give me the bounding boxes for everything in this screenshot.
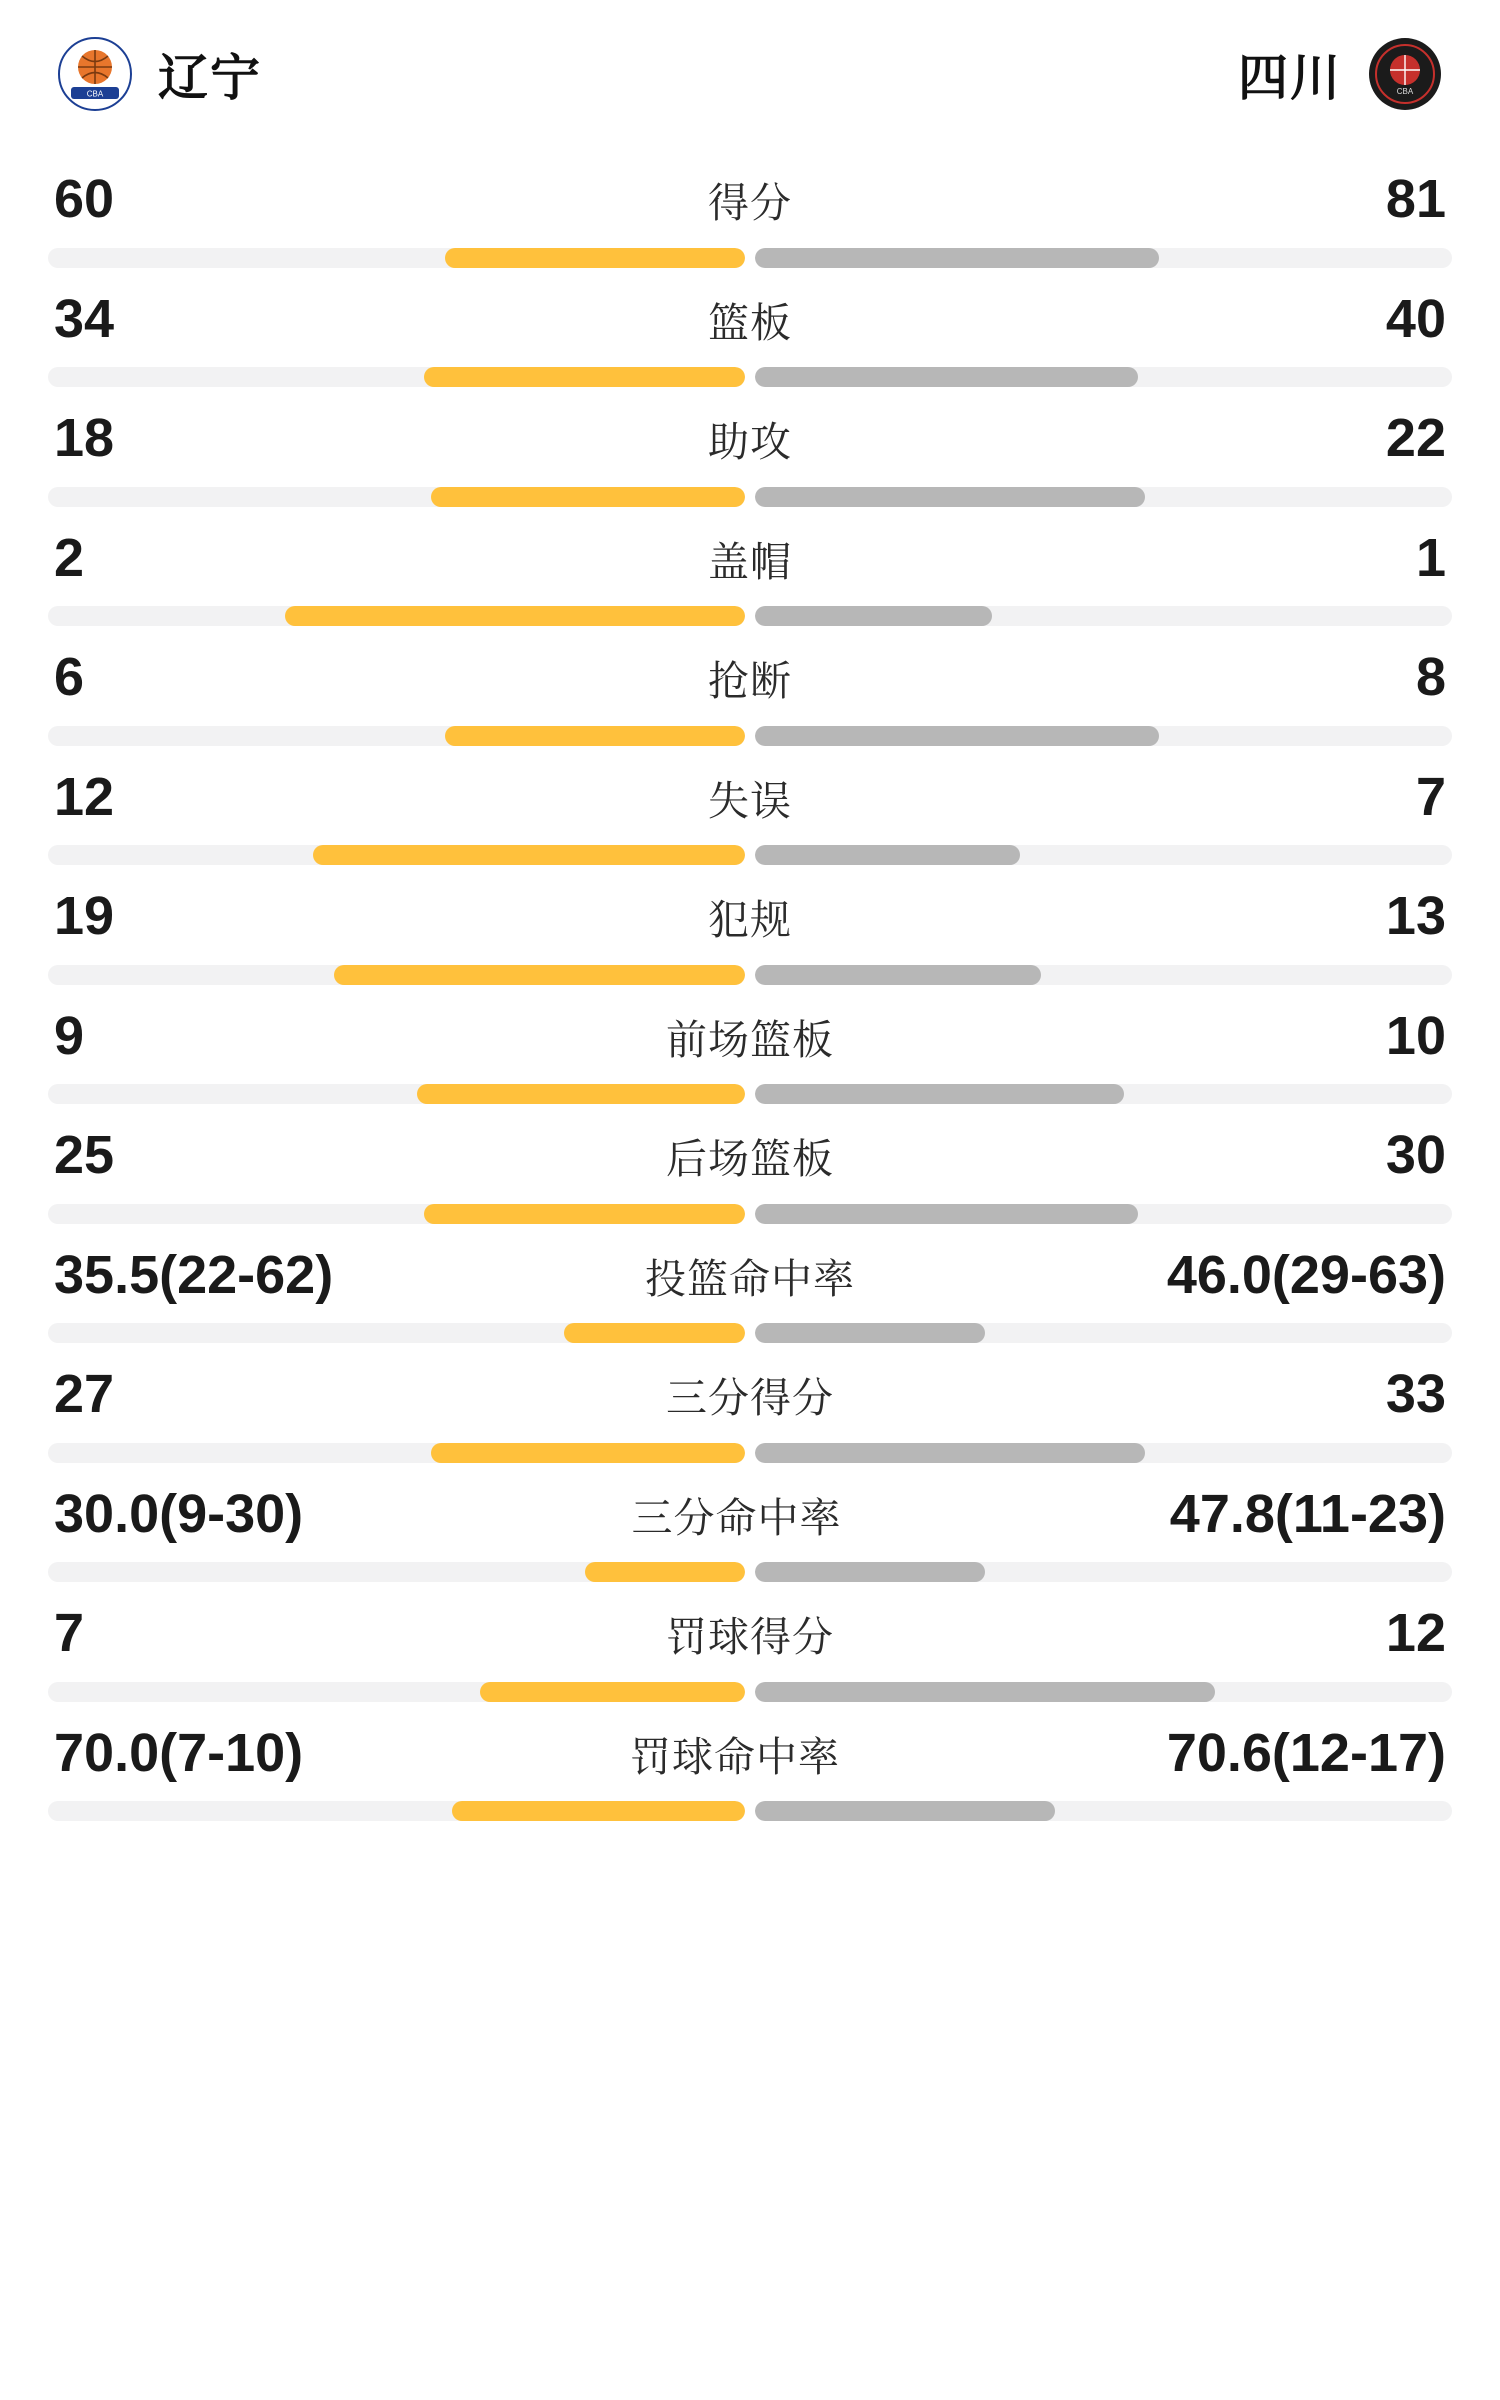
home-bar-track xyxy=(48,1682,745,1702)
home-stat-value: 2 xyxy=(54,527,85,588)
home-bar-fill xyxy=(424,367,745,387)
away-bar-track xyxy=(755,487,1452,507)
stat-row xyxy=(48,626,1452,746)
away-bar-fill xyxy=(755,965,1041,985)
away-bar-fill xyxy=(755,1801,1055,1821)
stat-label: 盖帽 xyxy=(708,538,792,585)
home-stat-value: 35.5(22-62) xyxy=(54,1244,334,1305)
home-bar-fill xyxy=(431,1443,745,1463)
home-stat-value: 60 xyxy=(54,169,115,229)
stat-bars xyxy=(48,367,1452,387)
stat-label: 罚球命中率 xyxy=(629,1733,840,1780)
stat-bars xyxy=(48,845,1452,865)
home-bar-track xyxy=(48,965,745,985)
stat-row-header xyxy=(48,1600,1452,1668)
stat-bars xyxy=(48,1204,1452,1224)
stat-bars xyxy=(48,248,1452,268)
stat-label: 犯规 xyxy=(708,897,792,943)
away-bar-fill xyxy=(755,1682,1215,1702)
away-bar-fill xyxy=(755,487,1145,507)
away-stat-value: 1 xyxy=(1415,527,1446,588)
stat-row-header xyxy=(48,166,1452,234)
stat-row-header xyxy=(48,525,1452,593)
home-bar-track xyxy=(48,1443,745,1463)
home-bar-track xyxy=(48,726,745,746)
stat-bars xyxy=(48,487,1452,507)
home-bar-fill xyxy=(313,845,745,865)
stat-bars xyxy=(48,726,1452,746)
stat-rows xyxy=(48,148,1452,1821)
away-bar-track xyxy=(755,1323,1452,1343)
home-bar-fill xyxy=(334,965,745,985)
home-bar-fill xyxy=(417,1084,745,1104)
home-bar-fill xyxy=(480,1682,745,1702)
home-bar-track xyxy=(48,1801,745,1821)
stat-row-header xyxy=(48,1003,1452,1071)
away-bar-track xyxy=(755,1204,1452,1224)
stat-label: 得分 xyxy=(708,180,792,226)
home-bar-track xyxy=(48,367,745,387)
home-bar-track xyxy=(48,1323,745,1343)
away-bar-fill xyxy=(755,1204,1138,1224)
away-bar-track xyxy=(755,1801,1452,1821)
away-bar-track xyxy=(755,606,1452,626)
home-bar-fill xyxy=(445,248,745,268)
away-stat-value: 30 xyxy=(1385,1125,1446,1185)
stat-label: 罚球得分 xyxy=(666,1614,834,1660)
stat-row xyxy=(48,1343,1452,1463)
away-bar-fill xyxy=(755,726,1159,746)
home-stat-value: 9 xyxy=(54,1005,85,1066)
stat-row-header xyxy=(48,1481,1452,1549)
liaoning-team-logo-icon xyxy=(58,37,132,111)
home-bar-fill xyxy=(431,487,745,507)
away-stat-value: 7 xyxy=(1415,766,1446,827)
home-bar-track xyxy=(48,1562,745,1582)
home-team xyxy=(58,37,262,111)
home-stat-value: 27 xyxy=(54,1364,115,1424)
stat-row xyxy=(48,148,1452,268)
away-bar-track xyxy=(755,1084,1452,1104)
stat-row xyxy=(48,507,1452,627)
stat-row xyxy=(48,268,1452,388)
away-bar-fill xyxy=(755,845,1020,865)
stat-row xyxy=(48,1224,1452,1344)
away-bar-fill xyxy=(755,1323,985,1343)
stat-bars xyxy=(48,1562,1452,1582)
away-bar-track xyxy=(755,367,1452,387)
stat-row-header xyxy=(48,1720,1452,1788)
teams-header xyxy=(48,0,1452,148)
stat-row-header xyxy=(48,1122,1452,1190)
home-bar-track xyxy=(48,1204,745,1224)
home-bar-fill xyxy=(585,1562,745,1582)
away-bar-track xyxy=(755,1562,1452,1582)
stat-label: 篮板 xyxy=(708,299,792,346)
svg-text:CBA: CBA xyxy=(86,89,104,99)
home-bar-track xyxy=(48,606,745,626)
away-team-name: 四川 xyxy=(1238,50,1342,106)
away-team xyxy=(1238,37,1442,111)
away-bar-track xyxy=(755,1682,1452,1702)
home-stat-value: 7 xyxy=(54,1603,85,1663)
away-stat-value: 46.0(29-63) xyxy=(1166,1244,1446,1305)
stat-label: 失误 xyxy=(708,777,792,824)
home-team-name: 辽宁 xyxy=(158,50,262,106)
away-bar-track xyxy=(755,1443,1452,1463)
stat-label: 三分得分 xyxy=(666,1375,834,1421)
away-stat-value: 33 xyxy=(1385,1364,1446,1424)
stat-row-header xyxy=(48,405,1452,473)
away-stat-value: 22 xyxy=(1385,408,1446,468)
stat-row xyxy=(48,1463,1452,1583)
stat-bars xyxy=(48,1801,1452,1821)
stat-row xyxy=(48,1702,1452,1822)
away-stat-value: 70.6(12-17) xyxy=(1166,1722,1446,1783)
home-bar-fill xyxy=(424,1204,745,1224)
home-bar-fill xyxy=(452,1801,745,1821)
stat-row xyxy=(48,387,1452,507)
home-stat-value: 25 xyxy=(54,1125,115,1185)
home-bar-track xyxy=(48,1084,745,1104)
stat-label: 抢断 xyxy=(708,658,792,704)
away-bar-track xyxy=(755,965,1452,985)
stat-bars xyxy=(48,1323,1452,1343)
away-stat-value: 13 xyxy=(1385,886,1446,946)
home-bar-track xyxy=(48,487,745,507)
svg-text:CBA: CBA xyxy=(1396,87,1414,96)
stat-row xyxy=(48,1104,1452,1224)
home-bar-fill xyxy=(285,606,745,626)
home-stat-value: 30.0(9-30) xyxy=(54,1483,304,1544)
away-stat-value: 81 xyxy=(1385,169,1446,229)
stat-bars xyxy=(48,1682,1452,1702)
stat-bars xyxy=(48,1443,1452,1463)
stat-row-header xyxy=(48,764,1452,832)
stat-bars xyxy=(48,1084,1452,1104)
home-stat-value: 19 xyxy=(54,886,115,946)
stat-bars xyxy=(48,965,1452,985)
stat-row xyxy=(48,746,1452,866)
stat-row-header xyxy=(48,883,1452,951)
stat-row-header xyxy=(48,644,1452,712)
home-stat-value: 6 xyxy=(54,647,85,707)
away-bar-fill xyxy=(755,1084,1124,1104)
away-stat-value: 10 xyxy=(1385,1005,1446,1066)
away-bar-fill xyxy=(755,248,1159,268)
stat-label: 后场篮板 xyxy=(666,1136,834,1182)
away-bar-track xyxy=(755,845,1452,865)
away-bar-fill xyxy=(755,367,1138,387)
away-stat-value: 8 xyxy=(1415,647,1446,707)
home-stat-value: 12 xyxy=(54,766,115,827)
away-bar-fill xyxy=(755,606,992,626)
home-bar-track xyxy=(48,248,745,268)
stat-row-header xyxy=(48,1242,1452,1310)
home-stat-value: 70.0(7-10) xyxy=(54,1722,304,1783)
home-stat-value: 18 xyxy=(54,408,115,468)
away-stat-value: 12 xyxy=(1385,1603,1446,1663)
home-bar-fill xyxy=(445,726,745,746)
away-bar-fill xyxy=(755,1562,985,1582)
stat-label: 前场篮板 xyxy=(666,1016,834,1063)
stat-row-header xyxy=(48,286,1452,354)
sichuan-team-logo-icon xyxy=(1368,37,1442,111)
home-bar-fill xyxy=(564,1323,745,1343)
stat-row xyxy=(48,1582,1452,1702)
away-bar-fill xyxy=(755,1443,1145,1463)
away-stat-value: 40 xyxy=(1385,288,1446,349)
stat-label: 助攻 xyxy=(708,419,792,465)
stat-row xyxy=(48,865,1452,985)
stat-label: 三分命中率 xyxy=(631,1494,842,1541)
stat-row xyxy=(48,985,1452,1105)
stat-label: 投篮命中率 xyxy=(645,1255,855,1302)
home-bar-track xyxy=(48,845,745,865)
away-bar-track xyxy=(755,726,1452,746)
home-stat-value: 34 xyxy=(54,288,115,349)
away-stat-value: 47.8(11-23) xyxy=(1169,1483,1446,1544)
stat-row-header xyxy=(48,1361,1452,1429)
away-bar-track xyxy=(755,248,1452,268)
stat-bars xyxy=(48,606,1452,626)
